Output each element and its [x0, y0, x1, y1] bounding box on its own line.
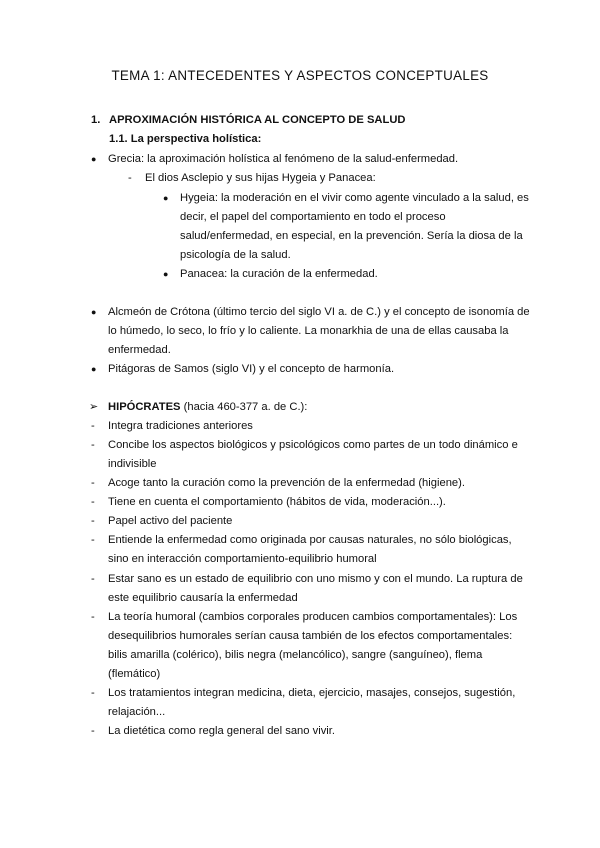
dash-marker: -: [91, 611, 95, 623]
bullet-icon: ●: [91, 154, 97, 164]
hipocrates-item: Papel activo del paciente: [108, 515, 233, 527]
alcmeon-line: Alcmeón de Crótona (último tercio del siglo VI a. de C.) y el concepto de isonomía de: [108, 306, 530, 318]
hygeia-line: psicología de la salud.: [180, 249, 291, 261]
hipocrates-item: La teoría humoral (cambios corporales producen cambios comportamentales): Los: [108, 611, 518, 623]
arrow-bullet-icon: ➢: [89, 401, 99, 413]
hipocrates-item: bilis amarilla (colérico), bilis negra (melancólico), sangre (sanguíneo), flema: [108, 649, 483, 661]
hipocrates-item: Acoge tanto la curación como la prevención de la enfermedad (higiene).: [108, 477, 465, 489]
asclepio-text: El dios Asclepio y sus hijas Hygeia y Panacea:: [145, 172, 376, 184]
section-heading: APROXIMACIÓN HISTÓRICA AL CONCEPTO DE SALUD: [109, 114, 406, 126]
hipocrates-item: Los tratamientos integran medicina, dieta, ejercicio, masajes, consejos, sugestión,: [108, 687, 516, 699]
hipocrates-item: (flemático): [108, 668, 161, 680]
dash-marker: -: [91, 439, 95, 451]
hygeia-line: Hygeia: la moderación en el vivir como agente vinculado a la salud, es: [180, 192, 529, 204]
hipocrates-item: Concibe los aspectos biológicos y psicológicos como partes de un todo dinámico e: [108, 439, 518, 451]
hipocrates-item: relajación...: [108, 706, 166, 718]
dash-marker: -: [91, 496, 95, 508]
hipocrates-dates: (hacia 460-377 a. de C.):: [180, 401, 308, 413]
document-title: TEMA 1: ANTECEDENTES Y ASPECTOS CONCEPTUALES: [111, 68, 489, 83]
hipocrates-item: Entiende la enfermedad como originada por causas naturales, no sólo biológicas,: [108, 534, 512, 546]
hipocrates-item: este equilibrio causaría la enfermedad: [108, 592, 298, 604]
hipocrates-heading: [108, 398, 307, 417]
alcmeon-line: enfermedad.: [108, 344, 171, 356]
hygeia-line: salud/enfermedad, en especial, en la prevención. Sería la diosa de la: [180, 230, 523, 242]
panacea-text: Panacea: la curación de la enfermedad.: [180, 268, 378, 280]
hipocrates-item: desequilibrios humorales serían causa también de los efectos comportamentales:: [108, 630, 513, 642]
dash-marker: -: [91, 573, 95, 585]
subsection-heading: 1.1. La perspectiva holística:: [109, 133, 262, 145]
dash-marker: -: [91, 725, 95, 737]
hygeia-line: decir, el papel del comportamiento en todo el proceso: [180, 211, 446, 223]
hipocrates-item: Tiene en cuenta el comportamiento (hábitos de vida, moderación...).: [108, 496, 446, 508]
dash-marker: -: [91, 687, 95, 699]
dash-marker: -: [91, 420, 95, 432]
dash-marker: -: [91, 477, 95, 489]
dash-marker: -: [128, 172, 132, 184]
bullet-icon: ●: [91, 307, 97, 317]
dash-marker: -: [91, 515, 95, 527]
hipocrates-item: indivisible: [108, 458, 157, 470]
pitagoras-text: Pitágoras de Samos (siglo VI) y el concepto de harmonía.: [108, 363, 395, 375]
hipocrates-item: Integra tradiciones anteriores: [108, 420, 253, 432]
section-number: 1.: [91, 114, 101, 126]
grecia-text: Grecia: la aproximación holística al fenómeno de la salud-enfermedad.: [108, 153, 459, 165]
bullet-icon: ●: [163, 193, 169, 203]
hipocrates-item: Estar sano es un estado de equilibrio con uno mismo y con el mundo. La ruptura de: [108, 573, 523, 585]
dash-marker: -: [91, 534, 95, 546]
alcmeon-line: lo húmedo, lo seco, lo frío y lo caliente. La monarkhia de una de ellas causaba la: [108, 325, 509, 337]
hipocrates-item: sino en interacción comportamiento-equilibrio humoral: [108, 553, 377, 565]
hipocrates-item: La dietética como regla general del sano vivir.: [108, 725, 335, 737]
hipocrates-name: HIPÓCRATES: [108, 401, 181, 413]
bullet-icon: ●: [91, 364, 97, 374]
bullet-icon: ●: [163, 269, 169, 279]
